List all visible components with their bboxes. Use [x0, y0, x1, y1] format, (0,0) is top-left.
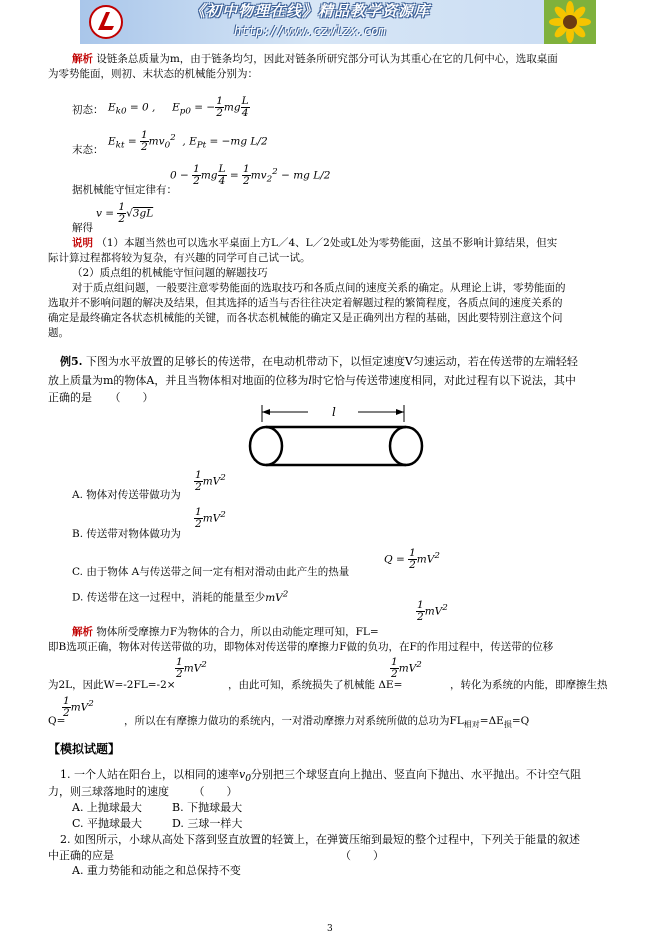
option-c: C. 由于物体 A与传送带之间一定有相对滑动由此产生的热量	[72, 566, 350, 578]
option-a-formula: $\frac{1}{2}$ $mV^2$	[195, 469, 226, 493]
q2-line2: 中正确的应是	[48, 849, 114, 862]
analysis2-tag: 解析	[72, 626, 93, 638]
option-b: B. 传送带对物体做功为	[72, 528, 181, 540]
analysis2-line3: ，由此可知，系统损失了机械能 ΔE=	[228, 679, 403, 691]
q2-option-a: A. 重力势能和动能之和总保持不变	[72, 864, 241, 877]
page-number: 3	[327, 924, 333, 934]
note-line2: 际计算过程都将较为复杂，有兴趣的同学可自己试一试。	[48, 252, 311, 264]
q1-line2: 力，则三球落地时的速度 （ ）	[48, 785, 238, 798]
analysis2-formula1: $\frac{1}{2}$ $mV^2$	[417, 599, 448, 623]
analysis2-formula3: $\frac{1}{2}$ $mV^2$	[391, 656, 422, 680]
option-a: A. 物体对传送带做功为	[72, 489, 181, 501]
analysis2-line4a: Q=	[48, 715, 66, 727]
analysis2-line3d: ，转化为系统的内能，即摩擦生热	[450, 679, 608, 691]
example-tag: 例5.	[60, 355, 83, 368]
length-label: l	[332, 405, 336, 419]
option-c-formula: Q = $\frac{1}{2}$ $mV^2$	[384, 547, 440, 571]
analysis1-line1: 解析 设链条总质量为m，由于链条均匀，因此对链条所研究部分可认为其重心在它的几何中心，选取桌面	[72, 53, 558, 65]
analysis-tag: 解析	[72, 53, 93, 65]
conservation-label: 据机械能守恒定律有：	[72, 184, 177, 196]
analysis1-line2: 为零势能面，则初、末状态的机械能分别为：	[48, 68, 258, 80]
mock-test-heading: 【模拟试题】	[48, 742, 121, 756]
conservation-formula: 0 − $\frac{1}{2}$ mg $\frac{L}{4}$ = $\frac{1}{2}$ $mv_2^2$ − mg L/2	[170, 163, 331, 187]
final-state-formula: $E_{kt}$ = $\frac{1}{2}$ $mv_0^2$ , $E_{Pt} = -mg$ L/2	[108, 129, 268, 153]
analysis2-formula2: $\frac{1}{2}$ $mV^2$	[176, 656, 207, 680]
note-line1: 说明 （1）本题当然也可以选水平桌面上方L／4、L／2处或L处为零势能面，这虽不影响计算结果，但实	[72, 237, 558, 249]
q2-bracket: （ ）	[340, 849, 384, 862]
note-tag: 说明	[72, 237, 93, 249]
q2-line1: 2. 如图所示，小球从高处下落到竖直放置的轻簧上，在弹簧压缩到最短的整个过程中，下列关于能量的叙述	[60, 833, 580, 846]
example5-line1: 例5. 下图为水平放置的足够长的传送带，在电动机带动下，以恒定速度V匀速运动，若在传送带的左端轻轻	[60, 355, 578, 368]
q1-line1: 1. 一个人站在阳台上，以相同的速率$v_0$分别把三个球竖直向上抛出、竖直向下抛出、水平抛出。不计空气阻	[60, 768, 582, 785]
q1-option-b: B. 下抛球最大	[172, 801, 243, 814]
analysis2-line1: 解析 物体所受摩擦力F为物体的合力，所以由动能定理可知，FL=	[72, 626, 379, 638]
site-logo-icon	[88, 4, 124, 40]
option-b-formula: $\frac{1}{2}$ $mV^2$	[195, 506, 226, 530]
answer-bracket: （ ）	[109, 391, 154, 404]
sunflower-icon	[544, 0, 596, 44]
option-d: D. 传送带在这一过程中，消耗的能量至少$mV^2$	[72, 589, 289, 604]
banner-title: 《初中物理在线》精品教学资源库	[190, 2, 431, 20]
example5-line2: 放上质量为m的物体A，并且当物体相对地面的位移为l时它恰与传送带速度相同，对此过程有以下说法，其中	[48, 374, 576, 387]
analysis2-line4: ，所以在有摩擦力做功的系统内，一对滑动摩擦力对系统所做的总功为$FL_{相对}=\Delta E_损=Q$	[124, 715, 530, 730]
analysis2-line3a: 为2L，因此W=-2FL=-2×	[48, 679, 176, 691]
q1-option-a: A. 上抛球最大	[72, 801, 142, 814]
solution-formula: v = $\frac{1}{2}$ √3gL	[96, 201, 154, 225]
final-state-label: 末态：	[72, 144, 104, 156]
note-line6: 确定是最终确定各状态机械能的关键，而各状态机械能的确定又是正确列出方程的基础，因此要特别注意这个问	[48, 312, 563, 324]
analysis2-formula4: $\frac{1}{2}$ $mV^2$	[63, 695, 94, 719]
banner-url[interactable]: http://www.czwlzx.com	[234, 24, 386, 38]
note-line7: 题。	[48, 327, 69, 339]
conveyor-belt-diagram	[240, 400, 440, 470]
note-line5: 选取并不影响问题的解决及结果，但其选择的适当与否往往决定着解题过程的繁简程度，各质点间的速度关系的	[48, 297, 563, 309]
note-line3: （2）质点组的机械能守恒问题的解题技巧	[72, 267, 268, 279]
q1-option-c: C. 平抛球最大	[72, 817, 143, 830]
initial-state-label: 初态：	[72, 104, 104, 116]
example5-line3: 正确的是 （ ）	[48, 391, 154, 404]
note-line4: 对于质点组问题，一般要注意零势能面的选取技巧和各质点间的速度关系的确定。从理论上讲，零势能面的	[72, 282, 566, 294]
header-banner	[80, 0, 596, 44]
q1-option-d: D. 三球一样大	[172, 817, 243, 830]
solve-label: 解得	[72, 222, 93, 234]
initial-state-formula: $E_{k0} = 0$ , $E_{p0}$ = − $\frac{1}{2}$ mg $\frac{L}{4}$	[108, 95, 249, 119]
analysis2-line2: 即B选项正确，物体对传送带做的功，即物体对传送带的摩擦力F做的负功，在F的作用过程中，传送带的位移	[48, 641, 554, 653]
